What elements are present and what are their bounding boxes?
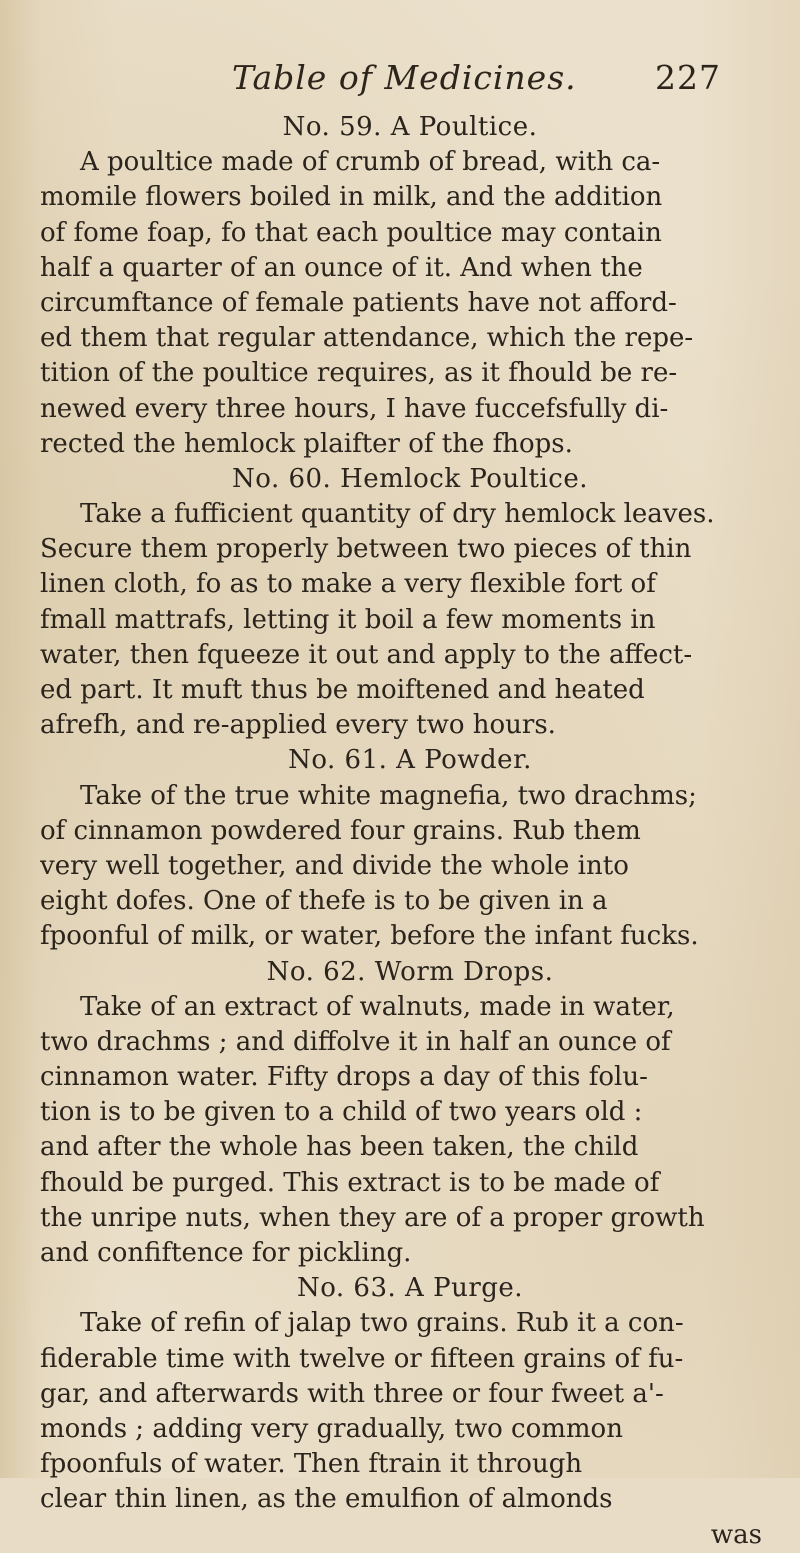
text-line: fmall mattrafs, letting it boil a few moments in bbox=[40, 604, 656, 635]
text-line: gar, and afterwards with three or four fweet a'- bbox=[40, 1378, 664, 1409]
text-line: linen cloth, fo as to make a very flexible fort of bbox=[40, 569, 656, 600]
text-line: and after the whole has been taken, the child bbox=[40, 1132, 639, 1163]
text-line: monds ; adding very gradually, two common bbox=[40, 1413, 623, 1444]
text-line: fpoonfuls of water. Then ftrain it through bbox=[40, 1449, 583, 1480]
text-line: cinnamon water. Fifty drops a day of this folu- bbox=[40, 1062, 648, 1093]
text-line: Secure them properly between two pieces of thin bbox=[40, 534, 692, 565]
paragraph-first-line: Take of refin of jalap two grains. Rub it a con- bbox=[80, 1308, 684, 1339]
text-line: two drachms ; and diffolve it in half an ounce of bbox=[40, 1026, 671, 1057]
text-line: eight dofes. One of thefe is to be given in a bbox=[40, 886, 608, 917]
text-line: of cinnamon powdered four grains. Rub them bbox=[40, 815, 641, 846]
text-line: afrefh, and re-applied every two hours. bbox=[40, 710, 556, 741]
text-line: ed them that regular attendance, which the repe- bbox=[40, 323, 694, 354]
text-block bbox=[40, 110, 780, 1553]
text-line: clear thin linen, as the emulfion of almonds bbox=[40, 1484, 613, 1515]
text-line: rected the hemlock plaifter of the fhops. bbox=[40, 428, 573, 459]
paragraph-first-line: Take a fufficient quantity of dry hemlock leaves. bbox=[80, 499, 715, 530]
text-line: momile flowers boiled in milk, and the addition bbox=[40, 182, 663, 213]
paragraph-first-line: Take of the true white magnefia, two drachms; bbox=[80, 780, 697, 811]
running-head bbox=[0, 58, 800, 98]
page-number: 227 bbox=[655, 58, 721, 97]
text-line: tition of the poultice requires, as it fhould be re- bbox=[40, 358, 678, 389]
text-line: very well together, and divide the whole into bbox=[40, 850, 629, 881]
text-line: ed part. It muft thus be moiftened and heated bbox=[40, 675, 645, 705]
section-heading: No. 63. A Purge. bbox=[296, 1273, 524, 1304]
section-heading: No. 61. A Powder. bbox=[288, 745, 532, 776]
text-line: water, then fqueeze it out and apply to the affect- bbox=[40, 639, 693, 670]
text-line: fpoonful of milk, or water, before the infant fucks. bbox=[40, 921, 699, 952]
paragraph-first-line: A poultice made of crumb of bread, with ca- bbox=[80, 147, 661, 178]
text-line: newed every three hours, I have fuccefsfully di- bbox=[40, 393, 669, 424]
text-line: and confiftence for pickling. bbox=[40, 1238, 412, 1268]
text-line: tion is to be given to a child of two years old : bbox=[40, 1097, 643, 1128]
text-line: fhould be purged. This extract is to be made of bbox=[40, 1167, 660, 1198]
text-line: the unripe nuts, when they are of a proper growth bbox=[40, 1202, 705, 1233]
text-line: circumftance of female patients have not afford- bbox=[40, 287, 677, 318]
section-heading: No. 60. Hemlock Poultice. bbox=[232, 463, 588, 494]
catchword: was bbox=[710, 1519, 762, 1550]
text-line: fiderable time with twelve or fifteen grains of fu- bbox=[40, 1343, 684, 1374]
text-line: of fome foap, fo that each poultice may contain bbox=[40, 217, 662, 248]
section-heading: No. 62. Worm Drops. bbox=[266, 956, 554, 987]
paragraph-first-line: Take of an extract of walnuts, made in water, bbox=[80, 991, 675, 1022]
section-heading: No. 59. A Poultice. bbox=[282, 112, 538, 142]
running-title: Table of Medicines. bbox=[232, 58, 577, 97]
text-line: half a quarter of an ounce of it. And when the bbox=[40, 252, 643, 283]
